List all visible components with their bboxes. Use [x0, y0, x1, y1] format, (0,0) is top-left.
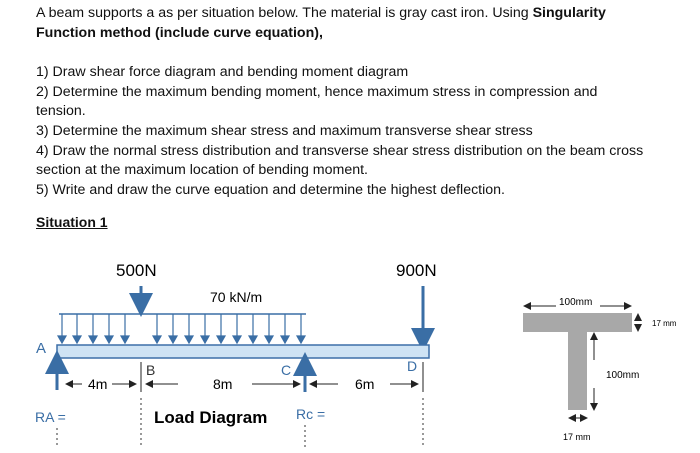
- task-3: 3) Determine the maximum shear stress and maximum transverse shear stress: [36, 122, 533, 139]
- point-load-d-label: 900N: [396, 261, 437, 280]
- point-d-label: D: [407, 358, 418, 374]
- web-height-label: 100mm: [606, 370, 640, 381]
- situation-heading: Situation 1: [36, 214, 108, 230]
- task-1: 1) Draw shear force diagram and bending moment diagram: [36, 64, 409, 81]
- point-c-label: C: [281, 362, 292, 378]
- task-2: 2) Determine the maximum bending moment, hence maximum stress in compression and tension.: [36, 83, 598, 120]
- distributed-load: [58, 314, 306, 343]
- beam: [57, 345, 429, 358]
- task-4: 4) Draw the normal stress distribution and transverse shear stress distribution on the beam cross section at the maximum location of bending moment.: [36, 142, 644, 179]
- problem-intro: A beam supports a as per situation below. The material is gray cast iron. Using Singularity: [36, 5, 606, 21]
- reaction-a-label: RA =: [35, 409, 66, 425]
- dimension-cd: [310, 376, 418, 392]
- dimension-bc: [146, 376, 300, 392]
- span-ab-label: 4m: [88, 376, 108, 392]
- point-a-label: A: [36, 340, 47, 357]
- distributed-load-label: 70 kN/m: [210, 289, 263, 305]
- dimension-ab: [66, 376, 136, 392]
- t-cross-section: [523, 297, 677, 442]
- span-cd-label: 6m: [355, 376, 375, 392]
- point-load-b-label: 500N: [116, 261, 157, 280]
- flange-width-label: 100mm: [559, 297, 593, 308]
- load-diagram-title: Load Diagram: [154, 408, 268, 427]
- span-bc-label: 8m: [213, 376, 233, 392]
- flange-thickness-label: 17 mm: [652, 319, 677, 328]
- problem-intro-method: Function method (include curve equation),: [36, 24, 323, 41]
- point-b-label: B: [146, 362, 156, 378]
- task-5: 5) Write and draw the curve equation and determine the highest deflection.: [36, 181, 505, 198]
- reaction-c-label: Rc =: [296, 406, 326, 422]
- web-thickness-label: 17 mm: [563, 432, 591, 442]
